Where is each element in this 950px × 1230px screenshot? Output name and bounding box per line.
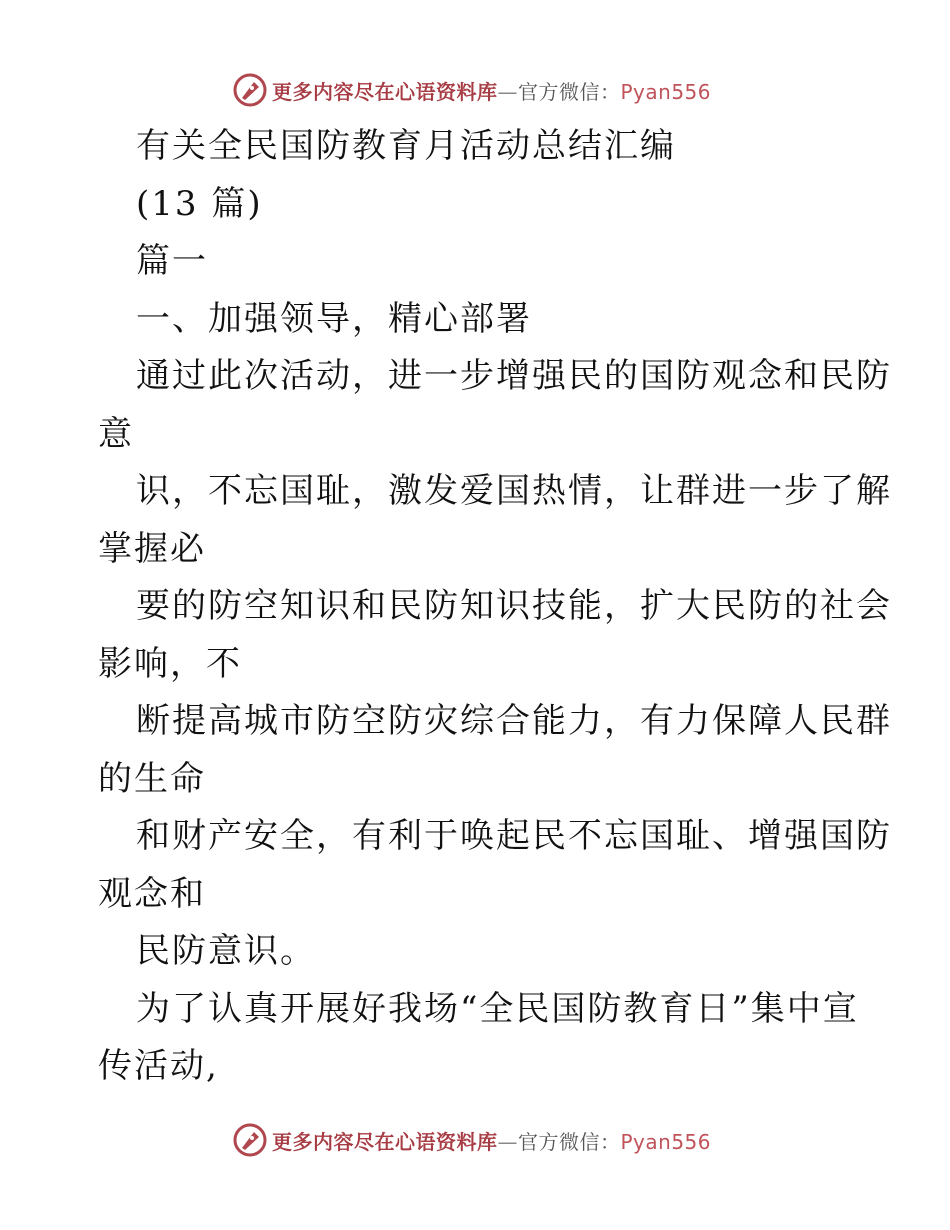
watermark-label: 官方微信： xyxy=(518,79,621,104)
text-line: 识，不忘国耻，激发爱国热情，让群进一步了解 xyxy=(136,471,892,511)
text-line: 有关全民国防教育月活动总结汇编 xyxy=(136,126,676,166)
text-line: 和财产安全，有利于唤起民不忘国耻、增强国防 xyxy=(136,816,892,856)
fountain-pen-nib-icon xyxy=(232,72,268,108)
text-line: 影响，不 xyxy=(98,643,242,684)
text-line: 通过此次活动，进一步增强民的国防观念和民防 xyxy=(136,356,892,396)
text-line: 断提高城市防空防灾综合能力，有力保障人民群 xyxy=(136,701,892,741)
text-line: 观念和 xyxy=(98,873,206,914)
footer-watermark xyxy=(232,1120,711,1160)
text-line: 民防意识。 xyxy=(136,931,316,971)
watermark-wechat-id: Pyan556 xyxy=(620,1129,712,1154)
watermark-dash: — xyxy=(497,79,518,104)
text-line: (13 篇) xyxy=(136,183,263,224)
text-line: 篇一 xyxy=(136,241,208,281)
header-watermark xyxy=(232,70,711,110)
watermark-wechat-id: Pyan556 xyxy=(620,79,712,104)
text-line: 意 xyxy=(98,413,134,454)
text-line: 一、加强领导，精心部署 xyxy=(136,298,532,339)
document-body xyxy=(98,118,892,1096)
watermark-label: 官方微信： xyxy=(518,1129,621,1154)
text-line: 为了认真开展好我场“全民国防教育日”集中宣 xyxy=(136,988,859,1029)
watermark-brand: 更多内容尽在心语资料库 xyxy=(272,79,498,104)
watermark-brand: 更多内容尽在心语资料库 xyxy=(272,1129,498,1154)
text-line: 要的防空知识和民防知识技能，扩大民防的社会 xyxy=(136,586,892,626)
watermark-dash: — xyxy=(497,1129,518,1154)
text-line: 掌握必 xyxy=(98,528,206,569)
text-line: 传活动, xyxy=(98,1046,219,1086)
text-line: 的生命 xyxy=(98,758,206,799)
fountain-pen-nib-icon xyxy=(232,1122,268,1158)
